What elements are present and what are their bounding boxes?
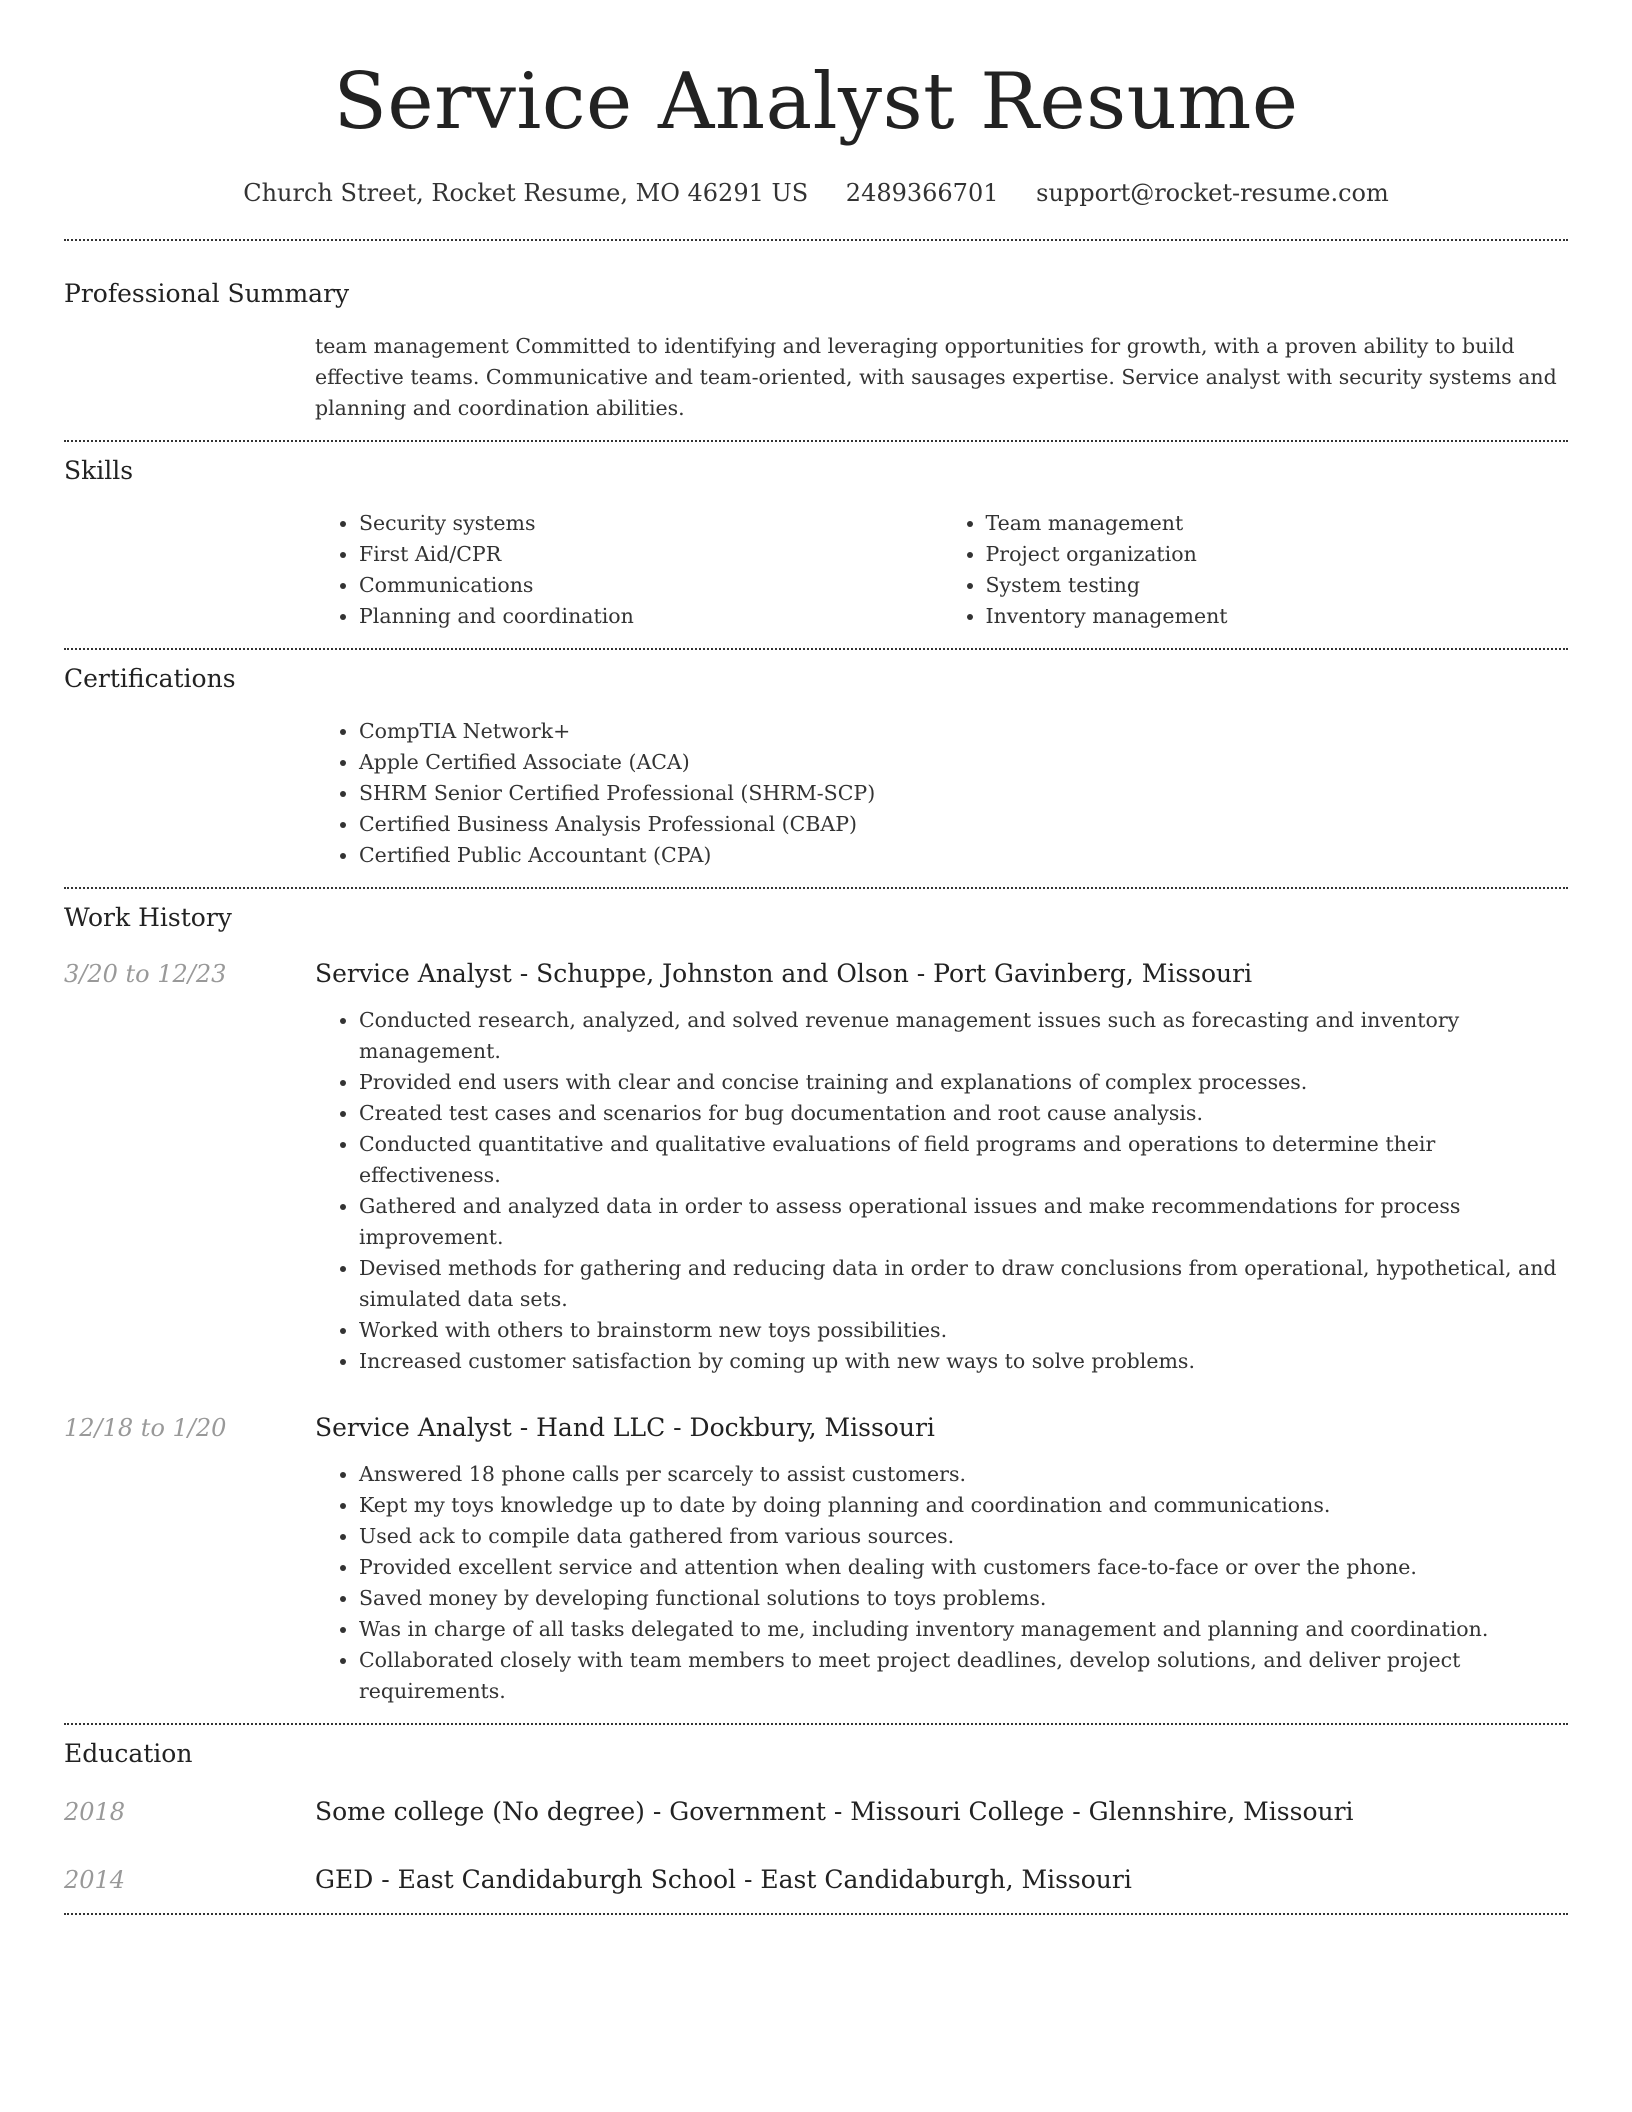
contact-email: support@rocket-resume.com (1036, 179, 1389, 207)
skill-item: • Planning and coordination (359, 601, 942, 632)
job-bullet: • Provided end users with clear and concise training and explanations of complex processes. (359, 1067, 1568, 1098)
skill-item: • Inventory management (986, 601, 1569, 632)
job-bullet: • Increased customer satisfaction by coming up with new ways to solve problems. (359, 1346, 1568, 1377)
job-bullet: • Provided excellent service and attention when dealing with customers face-to-face or over the phone. (359, 1552, 1568, 1583)
skill-item: • Communications (359, 570, 942, 601)
education-year: 2018 (64, 1798, 126, 1826)
certification-item: • CompTIA Network+ (359, 716, 1568, 747)
job-bullet: • Answered 18 phone calls per scarcely to assist customers. (359, 1459, 1568, 1490)
work-history-section (64, 889, 1568, 1723)
education-heading: Education (64, 1739, 193, 1768)
skill-item: • System testing (986, 570, 1569, 601)
job-bullet: • Collaborated closely with team members to meet project deadlines, develop solutions, and deliver project requirements. (359, 1645, 1568, 1707)
job-entry (64, 957, 1568, 1377)
certifications-section (64, 650, 1568, 887)
divider (64, 1913, 1568, 1915)
job-entry (64, 1411, 1568, 1707)
work-history-heading: Work History (64, 903, 232, 932)
skills-list-left (315, 508, 942, 632)
job-bullet: • Gathered and analyzed data in order to assess operational issues and make recommendations for process improvement. (359, 1191, 1568, 1253)
job-heading: Service Analyst - Schuppe, Johnston and Olson - Port Gavinberg, Missouri (315, 959, 1253, 988)
job-bullet: • Devised methods for gathering and reducing data in order to draw conclusions from operational, hypothetical, and simulated data sets. (359, 1253, 1568, 1315)
skill-item: • Team management (986, 508, 1569, 539)
certification-item: • SHRM Senior Certified Professional (SHRM-SCP) (359, 778, 1568, 809)
contact-phone: 2489366701 (845, 179, 999, 207)
summary-section (64, 241, 1568, 440)
education-text: Some college (No degree) - Government - Missouri College - Glennshire, Missouri (315, 1797, 1354, 1826)
skills-section (64, 442, 1568, 648)
certification-item: • Apple Certified Associate (ACA) (359, 747, 1568, 778)
job-bullet: • Conducted research, analyzed, and solved revenue management issues such as forecasting and inventory management. (359, 1005, 1568, 1067)
certifications-list (315, 716, 1568, 871)
education-entry (64, 1863, 1568, 1897)
job-heading: Service Analyst - Hand LLC - Dockbury, Missouri (315, 1413, 935, 1442)
contact-address: Church Street, Rocket Resume, MO 46291 US (243, 179, 809, 207)
job-bullets (315, 1459, 1568, 1707)
job-bullet: • Saved money by developing functional solutions to toys problems. (359, 1583, 1568, 1614)
job-bullets (315, 1005, 1568, 1377)
skills-list-right (942, 508, 1569, 632)
skill-item: • First Aid/CPR (359, 539, 942, 570)
skill-item: • Project organization (986, 539, 1569, 570)
certification-item: • Certified Business Analysis Professional (CBAP) (359, 809, 1568, 840)
job-bullet: • Used ack to compile data gathered from various sources. (359, 1521, 1568, 1552)
job-bullet: • Kept my toys knowledge up to date by doing planning and coordination and communications. (359, 1490, 1568, 1521)
resume-title: Service Analyst Resume (333, 57, 1299, 147)
summary-text: team management Committed to identifying and leveraging opportunities for growth, with a proven ability to build effective teams. Communicative and team-oriented, with sausages expertise. Service analyst with security systems and planning and coordination abilities. (315, 334, 1557, 420)
education-year: 2014 (64, 1866, 126, 1894)
job-bullet: • Conducted quantitative and qualitative evaluations of field programs and operations to determine their effectiveness. (359, 1129, 1568, 1191)
contact-line (64, 174, 1568, 212)
job-bullet: • Worked with others to brainstorm new toys possibilities. (359, 1315, 1568, 1346)
job-bullet: • Created test cases and scenarios for bug documentation and root cause analysis. (359, 1098, 1568, 1129)
skills-heading: Skills (64, 456, 134, 485)
skill-item: • Security systems (359, 508, 942, 539)
job-dates: 12/18 to 1/20 (64, 1414, 227, 1442)
education-text: GED - East Candidaburgh School - East Candidaburgh, Missouri (315, 1865, 1132, 1894)
summary-heading: Professional Summary (64, 279, 350, 308)
education-section (64, 1725, 1568, 1913)
resume-page (64, 0, 1568, 1915)
education-entry (64, 1795, 1568, 1829)
certifications-heading: Certifications (64, 664, 236, 693)
job-dates: 3/20 to 12/23 (64, 960, 227, 988)
job-bullet: • Was in charge of all tasks delegated to me, including inventory management and planning and coordination. (359, 1614, 1568, 1645)
certification-item: • Certified Public Accountant (CPA) (359, 840, 1568, 871)
